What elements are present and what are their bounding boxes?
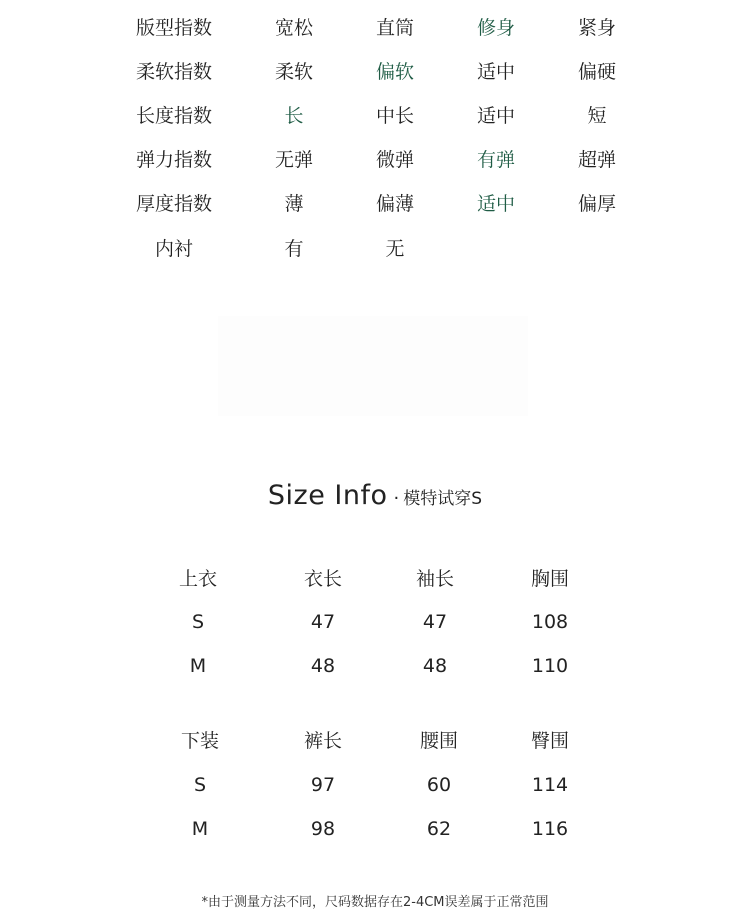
attribute-option: 偏硬 xyxy=(577,61,616,83)
top-size-header-cell: 衣长 xyxy=(303,568,342,590)
attribute-option: 适中 xyxy=(476,61,515,83)
attribute-option: 紧身 xyxy=(577,17,616,39)
attribute-option: 有 xyxy=(284,238,304,260)
top-size-row xyxy=(0,651,750,681)
top-size-cell: 48 xyxy=(310,655,336,677)
attribute-label: 内衬 xyxy=(154,238,193,260)
bottom-size-cell: 114 xyxy=(531,774,569,796)
attribute-label: 弹力指数 xyxy=(135,149,212,171)
measurement-footnote: *由于测量方法不同，尺码数据存在2-4CM误差属于正常范围 xyxy=(201,895,549,910)
top-size-cell: 108 xyxy=(531,611,569,633)
top-size-header-cell: 袖长 xyxy=(415,568,454,590)
bottom-size-header-cell: 裤长 xyxy=(303,730,342,752)
attribute-label: 厚度指数 xyxy=(135,193,212,215)
attribute-option-selected: 适中 xyxy=(476,193,515,215)
top-size-cell: 47 xyxy=(310,611,336,633)
attribute-option: 无 xyxy=(385,238,405,260)
title-separator: · xyxy=(393,488,400,509)
attribute-option: 适中 xyxy=(476,105,515,127)
attribute-option: 直筒 xyxy=(375,17,414,39)
attribute-label: 版型指数 xyxy=(135,17,212,39)
bottom-size-cell: 98 xyxy=(310,818,336,840)
bottom-size-header-cell: 臀围 xyxy=(530,730,569,752)
top-size-cell: 47 xyxy=(422,611,448,633)
attribute-option: 微弹 xyxy=(375,149,414,171)
size-info-heading xyxy=(0,480,750,511)
size-info-title-en: Size Info xyxy=(267,480,388,511)
attribute-option: 偏厚 xyxy=(577,193,616,215)
top-size-header-cell: 上衣 xyxy=(178,568,217,590)
blank-image-area xyxy=(218,316,528,416)
top-size-row xyxy=(0,607,750,637)
attribute-row xyxy=(0,57,750,87)
top-size-cell: S xyxy=(191,611,205,633)
attribute-option: 宽松 xyxy=(274,17,313,39)
bottom-size-cell: 60 xyxy=(426,774,452,796)
attribute-option: 超弹 xyxy=(577,149,616,171)
attribute-label: 长度指数 xyxy=(135,105,212,127)
bottom-size-row xyxy=(0,770,750,800)
attribute-row xyxy=(0,101,750,131)
attribute-option: 无弹 xyxy=(274,149,313,171)
bottom-size-header-cell: 下装 xyxy=(180,730,219,752)
attribute-option-selected: 长 xyxy=(284,105,304,127)
attribute-option-selected: 有弹 xyxy=(476,149,515,171)
bottom-size-cell: S xyxy=(193,774,207,796)
top-size-cell: 48 xyxy=(422,655,448,677)
bottom-size-header-cell: 腰围 xyxy=(419,730,458,752)
attribute-label: 柔软指数 xyxy=(135,61,212,83)
attribute-option: 中长 xyxy=(375,105,414,127)
attribute-row xyxy=(0,145,750,175)
attribute-row xyxy=(0,189,750,219)
attribute-option: 偏薄 xyxy=(375,193,414,215)
attribute-option-selected: 修身 xyxy=(476,17,515,39)
attribute-option-selected: 偏软 xyxy=(375,61,414,83)
top-size-header-row xyxy=(0,564,750,594)
bottom-size-row xyxy=(0,814,750,844)
top-size-header-cell: 胸围 xyxy=(530,568,569,590)
bottom-size-cell: 116 xyxy=(531,818,569,840)
attribute-row xyxy=(0,13,750,43)
attribute-option: 薄 xyxy=(284,193,304,215)
bottom-size-cell: M xyxy=(191,818,209,840)
attribute-option: 短 xyxy=(587,105,607,127)
bottom-size-cell: 62 xyxy=(426,818,452,840)
bottom-size-cell: 97 xyxy=(310,774,336,796)
attribute-option: 柔软 xyxy=(274,61,313,83)
attribute-row xyxy=(0,234,750,264)
top-size-cell: M xyxy=(189,655,207,677)
bottom-size-header-row xyxy=(0,726,750,756)
top-size-cell: 110 xyxy=(531,655,569,677)
size-info-title-cn: 模特试穿S xyxy=(403,489,483,509)
